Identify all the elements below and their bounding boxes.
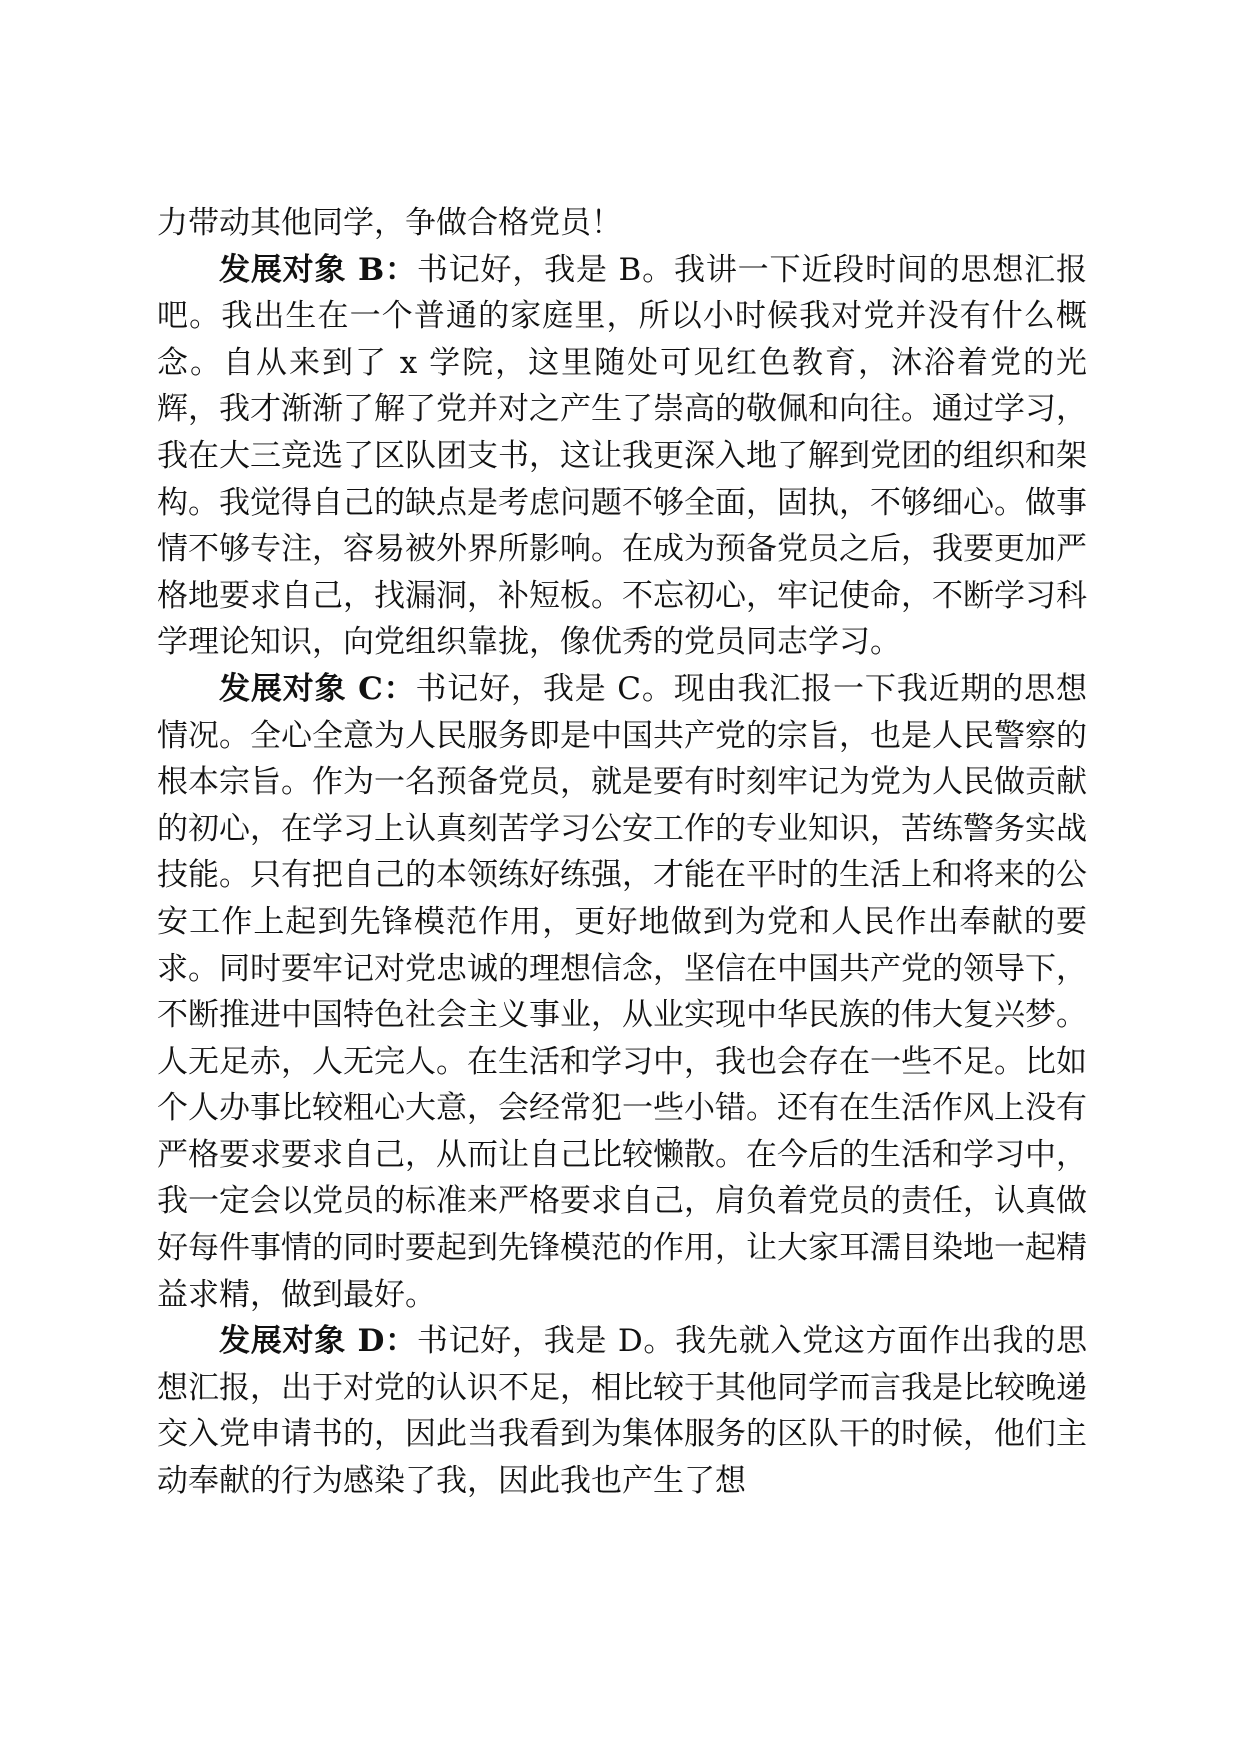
- paragraph-text: 书记好，我是 D。我先就入党这方面作出我的思想汇报，出于对党的认识不足，相比较于其他同学而言我是比较晚递交入党申请书的，因此当我看到为集体服务的区队干的时候，他们主动奉献的行为感染了我，因此我也产生了想: [157, 1323, 1087, 1500]
- paragraph-text: 力带动其他同学，争做合格党员！: [157, 205, 622, 241]
- paragraph-speaker-c: [157, 666, 1087, 1318]
- speaker-label: 发展对象 C：: [219, 670, 416, 707]
- paragraph-text: 书记好，我是 B。我讲一下近段时间的思想汇报吧。我出生在一个普通的家庭里，所以小时候我对党并没有什么概念。自从来到了 x 学院，这里随处可见红色教育，沐浴着党的光辉，我才渐渐了解了党并对之产生了崇高的敬佩和向往。通过学习，我在大三竞选了区队团支书，这让我更深入地了解到党团的组织和架构。我觉得自己的缺点是考虑问题不够全面，固执，不够细心。做事情不够专注，容易被外界所影响。在成为预备党员之后，我要更加严格地要求自己，找漏洞，补短板。不忘初心，牢记使命，不断学习科学理论知识，向党组织靠拢，像优秀的党员同志学习。: [157, 251, 1087, 661]
- paragraph-speaker-d: [157, 1318, 1087, 1504]
- document-page: [157, 200, 1087, 1505]
- paragraph-text: 书记好，我是 C。现由我汇报一下我近期的思想情况。全心全意为人民服务即是中国共产党的宗旨，也是人民警察的根本宗旨。作为一名预备党员，就是要有时刻牢记为党为人民做贡献的初心，在学习上认真刻苦学习公安工作的专业知识，苦练警务实战技能。只有把自己的本领练好练强，才能在平时的生活上和将来的公安工作上起到先锋模范作用，更好地做到为党和人民作出奉献的要求。同时要牢记对党忠诚的理想信念，坚信在中国共产党的领导下，不断推进中国特色社会主义事业，从业实现中华民族的伟大复兴梦。人无足赤，人无完人。在生活和学习中，我也会存在一些不足。比如个人办事比较粗心大意，会经常犯一些小错。还有在生活作风上没有严格要求要求自己，从而让自己比较懒散。在今后的生活和学习中，我一定会以党员的标准来严格要求自己，肩负着党员的责任，认真做好每件事情的同时要起到先锋模范的作用，让大家耳濡目染地一起精益求精，做到最好。: [157, 670, 1087, 1313]
- paragraph-speaker-b: [157, 247, 1087, 666]
- speaker-label: 发展对象 D：: [219, 1323, 417, 1360]
- paragraph-continuation: [157, 200, 1087, 247]
- speaker-label: 发展对象 B：: [219, 251, 417, 288]
